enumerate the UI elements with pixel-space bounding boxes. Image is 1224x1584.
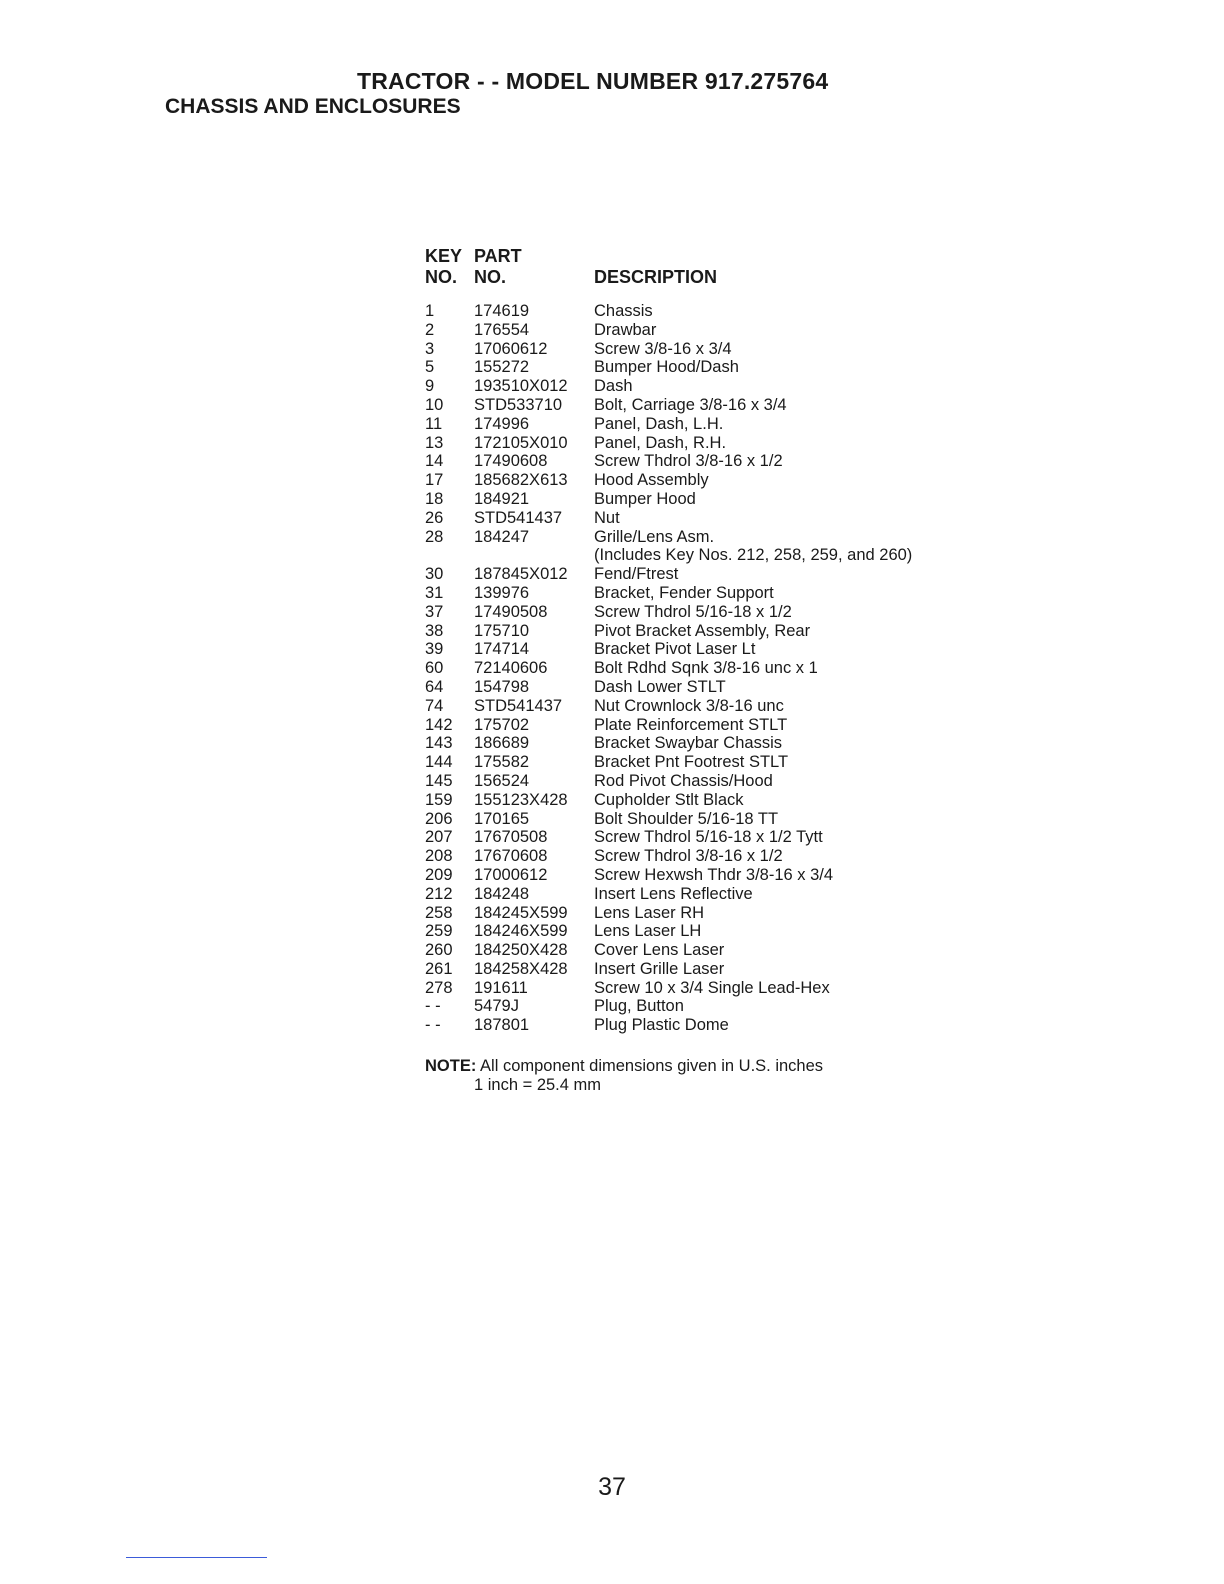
part-no-cell: 72140606 bbox=[474, 659, 548, 678]
part-no-cell: 174996 bbox=[474, 414, 530, 433]
part-no-cell: 172105X010 bbox=[474, 433, 568, 452]
key-no-cell: 5 bbox=[425, 358, 435, 377]
part-no-cell: 175582 bbox=[474, 753, 530, 772]
part-no-cell: 193510X012 bbox=[474, 377, 568, 396]
key-no-cell: 17 bbox=[425, 471, 444, 490]
key-no-cell: 258 bbox=[425, 903, 453, 922]
description-cell: Screw Thdrol 3/8-16 x 1/2 bbox=[594, 452, 783, 471]
part-no-cell: 184248 bbox=[474, 884, 530, 903]
part-no-cell: 5479J bbox=[474, 997, 519, 1016]
description-cell: Screw Thdrol 3/8-16 x 1/2 bbox=[594, 847, 783, 866]
key-no-cell: 11 bbox=[425, 414, 443, 433]
part-no-cell: STD541437 bbox=[474, 508, 563, 527]
part-no-cell: STD541437 bbox=[474, 696, 563, 715]
footer-rule bbox=[126, 1557, 267, 1558]
part-no-cell: 175702 bbox=[474, 715, 530, 734]
description-cell: Plate Reinforcement STLT bbox=[594, 715, 788, 734]
description-cell: Nut Crownlock 3/8-16 unc bbox=[594, 696, 784, 715]
header-key-line2: NO. bbox=[425, 267, 458, 287]
description-cell: Grille/Lens Asm. bbox=[594, 527, 715, 546]
key-no-cell: 60 bbox=[425, 659, 444, 678]
description-cell: Bracket, Fender Support bbox=[594, 583, 774, 602]
note bbox=[425, 1057, 823, 1095]
part-no-cell: 185682X613 bbox=[474, 471, 568, 490]
part-no-cell: 191611 bbox=[474, 978, 528, 997]
description-cell: Rod Pivot Chassis/Hood bbox=[594, 771, 773, 790]
part-no-cell: 184921 bbox=[474, 489, 530, 508]
key-no-cell: 64 bbox=[425, 677, 444, 696]
key-no-cell: 259 bbox=[425, 922, 453, 941]
description-cell: Bumper Hood/Dash bbox=[594, 358, 739, 377]
key-no-cell: 261 bbox=[425, 959, 453, 978]
description-cell: Screw Thdrol 5/16-18 x 1/2 bbox=[594, 602, 792, 621]
description-cell: Screw 3/8-16 x 3/4 bbox=[594, 339, 732, 358]
part-no-cell: 176554 bbox=[474, 320, 530, 339]
key-no-cell: 207 bbox=[425, 828, 453, 847]
part-no-cell: 184258X428 bbox=[474, 959, 568, 978]
description-cell: Bumper Hood bbox=[594, 489, 696, 508]
part-no-cell: 170165 bbox=[474, 809, 530, 828]
description-cell: Plug, Button bbox=[594, 997, 684, 1016]
key-no-cell: 144 bbox=[425, 753, 453, 772]
key-no-cell: 145 bbox=[425, 771, 453, 790]
part-no-cell: 174619 bbox=[474, 302, 530, 320]
description-cell: Cupholder Stlt Black bbox=[594, 790, 744, 809]
description-cell: Panel, Dash, L.H. bbox=[594, 414, 724, 433]
part-no-cell: 187801 bbox=[474, 1016, 530, 1035]
part-no-cell: 17670508 bbox=[474, 828, 548, 847]
part-no-cell: 184245X599 bbox=[474, 903, 568, 922]
description-cell: Lens Laser RH bbox=[594, 903, 705, 922]
description-cell: Screw Thdrol 5/16-18 x 1/2 Tytt bbox=[594, 828, 823, 847]
key-no-cell: 9 bbox=[425, 377, 435, 396]
key-no-cell: 212 bbox=[425, 884, 453, 903]
key-no-cell: 37 bbox=[425, 602, 444, 621]
part-no-cell: 17000612 bbox=[474, 865, 548, 884]
header-description: DESCRIPTION bbox=[594, 267, 718, 287]
key-no-cell: 260 bbox=[425, 941, 453, 960]
key-no-cell: - - bbox=[425, 1016, 441, 1035]
section-title: CHASSIS AND ENCLOSURES bbox=[165, 95, 461, 118]
key-no-cell: 159 bbox=[425, 790, 453, 809]
note-text: All component dimensions given in U.S. inches bbox=[476, 1057, 824, 1075]
part-no-cell: 184250X428 bbox=[474, 941, 568, 960]
key-no-cell: - - bbox=[425, 997, 441, 1016]
key-no-cell: 278 bbox=[425, 978, 453, 997]
description-cell: Plug Plastic Dome bbox=[594, 1016, 729, 1035]
part-no-cell: 139976 bbox=[474, 583, 530, 602]
description-cell: Screw 10 x 3/4 Single Lead-Hex bbox=[594, 978, 830, 997]
key-no-cell: 2 bbox=[425, 320, 435, 339]
header-part-line2: NO. bbox=[474, 267, 507, 287]
key-no-cell: 30 bbox=[425, 565, 444, 584]
key-no-cell: 74 bbox=[425, 696, 444, 715]
key-no-cell: 1 bbox=[425, 302, 435, 320]
key-no-cell: 208 bbox=[425, 847, 453, 866]
key-no-cell: 142 bbox=[425, 715, 453, 734]
key-no-cell: 18 bbox=[425, 489, 444, 508]
description-cell: Pivot Bracket Assembly, Rear bbox=[594, 621, 811, 640]
note-conversion: 1 inch = 25.4 mm bbox=[474, 1076, 602, 1094]
key-no-cell: 28 bbox=[425, 527, 444, 546]
description-cell: Hood Assembly bbox=[594, 471, 709, 490]
description-cell: Fend/Ftrest bbox=[594, 565, 679, 584]
description-cell: Insert Lens Reflective bbox=[594, 884, 753, 903]
part-no-cell: 17490508 bbox=[474, 602, 548, 621]
description-cell: Bracket Swaybar Chassis bbox=[594, 734, 782, 753]
description-cell: Bracket Pivot Laser Lt bbox=[594, 640, 756, 659]
description-cell: Bracket Pnt Footrest STLT bbox=[594, 753, 789, 772]
header-key-line1: KEY bbox=[425, 246, 463, 266]
header-part-line1: PART bbox=[474, 246, 522, 266]
part-no-cell: 174714 bbox=[474, 640, 530, 659]
key-no-cell: 13 bbox=[425, 433, 444, 452]
part-no-cell: 186689 bbox=[474, 734, 530, 753]
key-no-cell: 14 bbox=[425, 452, 444, 471]
part-no-cell: 184247 bbox=[474, 527, 530, 546]
page-title: TRACTOR - - MODEL NUMBER 917.275764 bbox=[357, 68, 829, 94]
description-cell: (Includes Key Nos. 212, 258, 259, and 260) bbox=[594, 546, 913, 565]
key-no-cell: 26 bbox=[425, 508, 444, 527]
key-no-cell: 3 bbox=[425, 339, 435, 358]
description-cell: Chassis bbox=[594, 302, 653, 320]
key-no-cell: 206 bbox=[425, 809, 453, 828]
part-no-cell: 175710 bbox=[474, 621, 530, 640]
part-no-cell: 155272 bbox=[474, 358, 530, 377]
description-cell: Bolt Shoulder 5/16-18 TT bbox=[594, 809, 779, 828]
part-no-cell: 156524 bbox=[474, 771, 530, 790]
description-cell: Drawbar bbox=[594, 320, 657, 339]
description-cell: Cover Lens Laser bbox=[594, 941, 725, 960]
description-cell: Dash bbox=[594, 377, 633, 396]
description-cell: Dash Lower STLT bbox=[594, 677, 726, 696]
key-no-cell: 31 bbox=[425, 583, 444, 602]
key-no-cell: 209 bbox=[425, 865, 453, 884]
part-no-cell: 184246X599 bbox=[474, 922, 568, 941]
page-number: 37 bbox=[598, 1473, 626, 1501]
part-no-cell: STD533710 bbox=[474, 395, 563, 414]
description-cell: Insert Grille Laser bbox=[594, 959, 725, 978]
part-no-cell: 187845X012 bbox=[474, 565, 568, 584]
part-no-cell: 17670608 bbox=[474, 847, 548, 866]
description-cell: Screw Hexwsh Thdr 3/8-16 x 3/4 bbox=[594, 865, 834, 884]
key-no-cell: 10 bbox=[425, 395, 444, 414]
part-no-cell: 17060612 bbox=[474, 339, 548, 358]
note-label: NOTE: bbox=[425, 1057, 477, 1075]
description-cell: Bolt Rdhd Sqnk 3/8-16 unc x 1 bbox=[594, 659, 818, 678]
description-cell: Lens Laser LH bbox=[594, 922, 702, 941]
description-cell: Nut bbox=[594, 508, 620, 527]
description-cell: Bolt, Carriage 3/8-16 x 3/4 bbox=[594, 395, 787, 414]
key-no-cell: 143 bbox=[425, 734, 453, 753]
key-no-cell: 38 bbox=[425, 621, 444, 640]
part-no-cell: 154798 bbox=[474, 677, 530, 696]
part-no-cell: 155123X428 bbox=[474, 790, 568, 809]
key-no-cell: 39 bbox=[425, 640, 444, 659]
description-cell: Panel, Dash, R.H. bbox=[594, 433, 727, 452]
part-no-cell: 17490608 bbox=[474, 452, 548, 471]
